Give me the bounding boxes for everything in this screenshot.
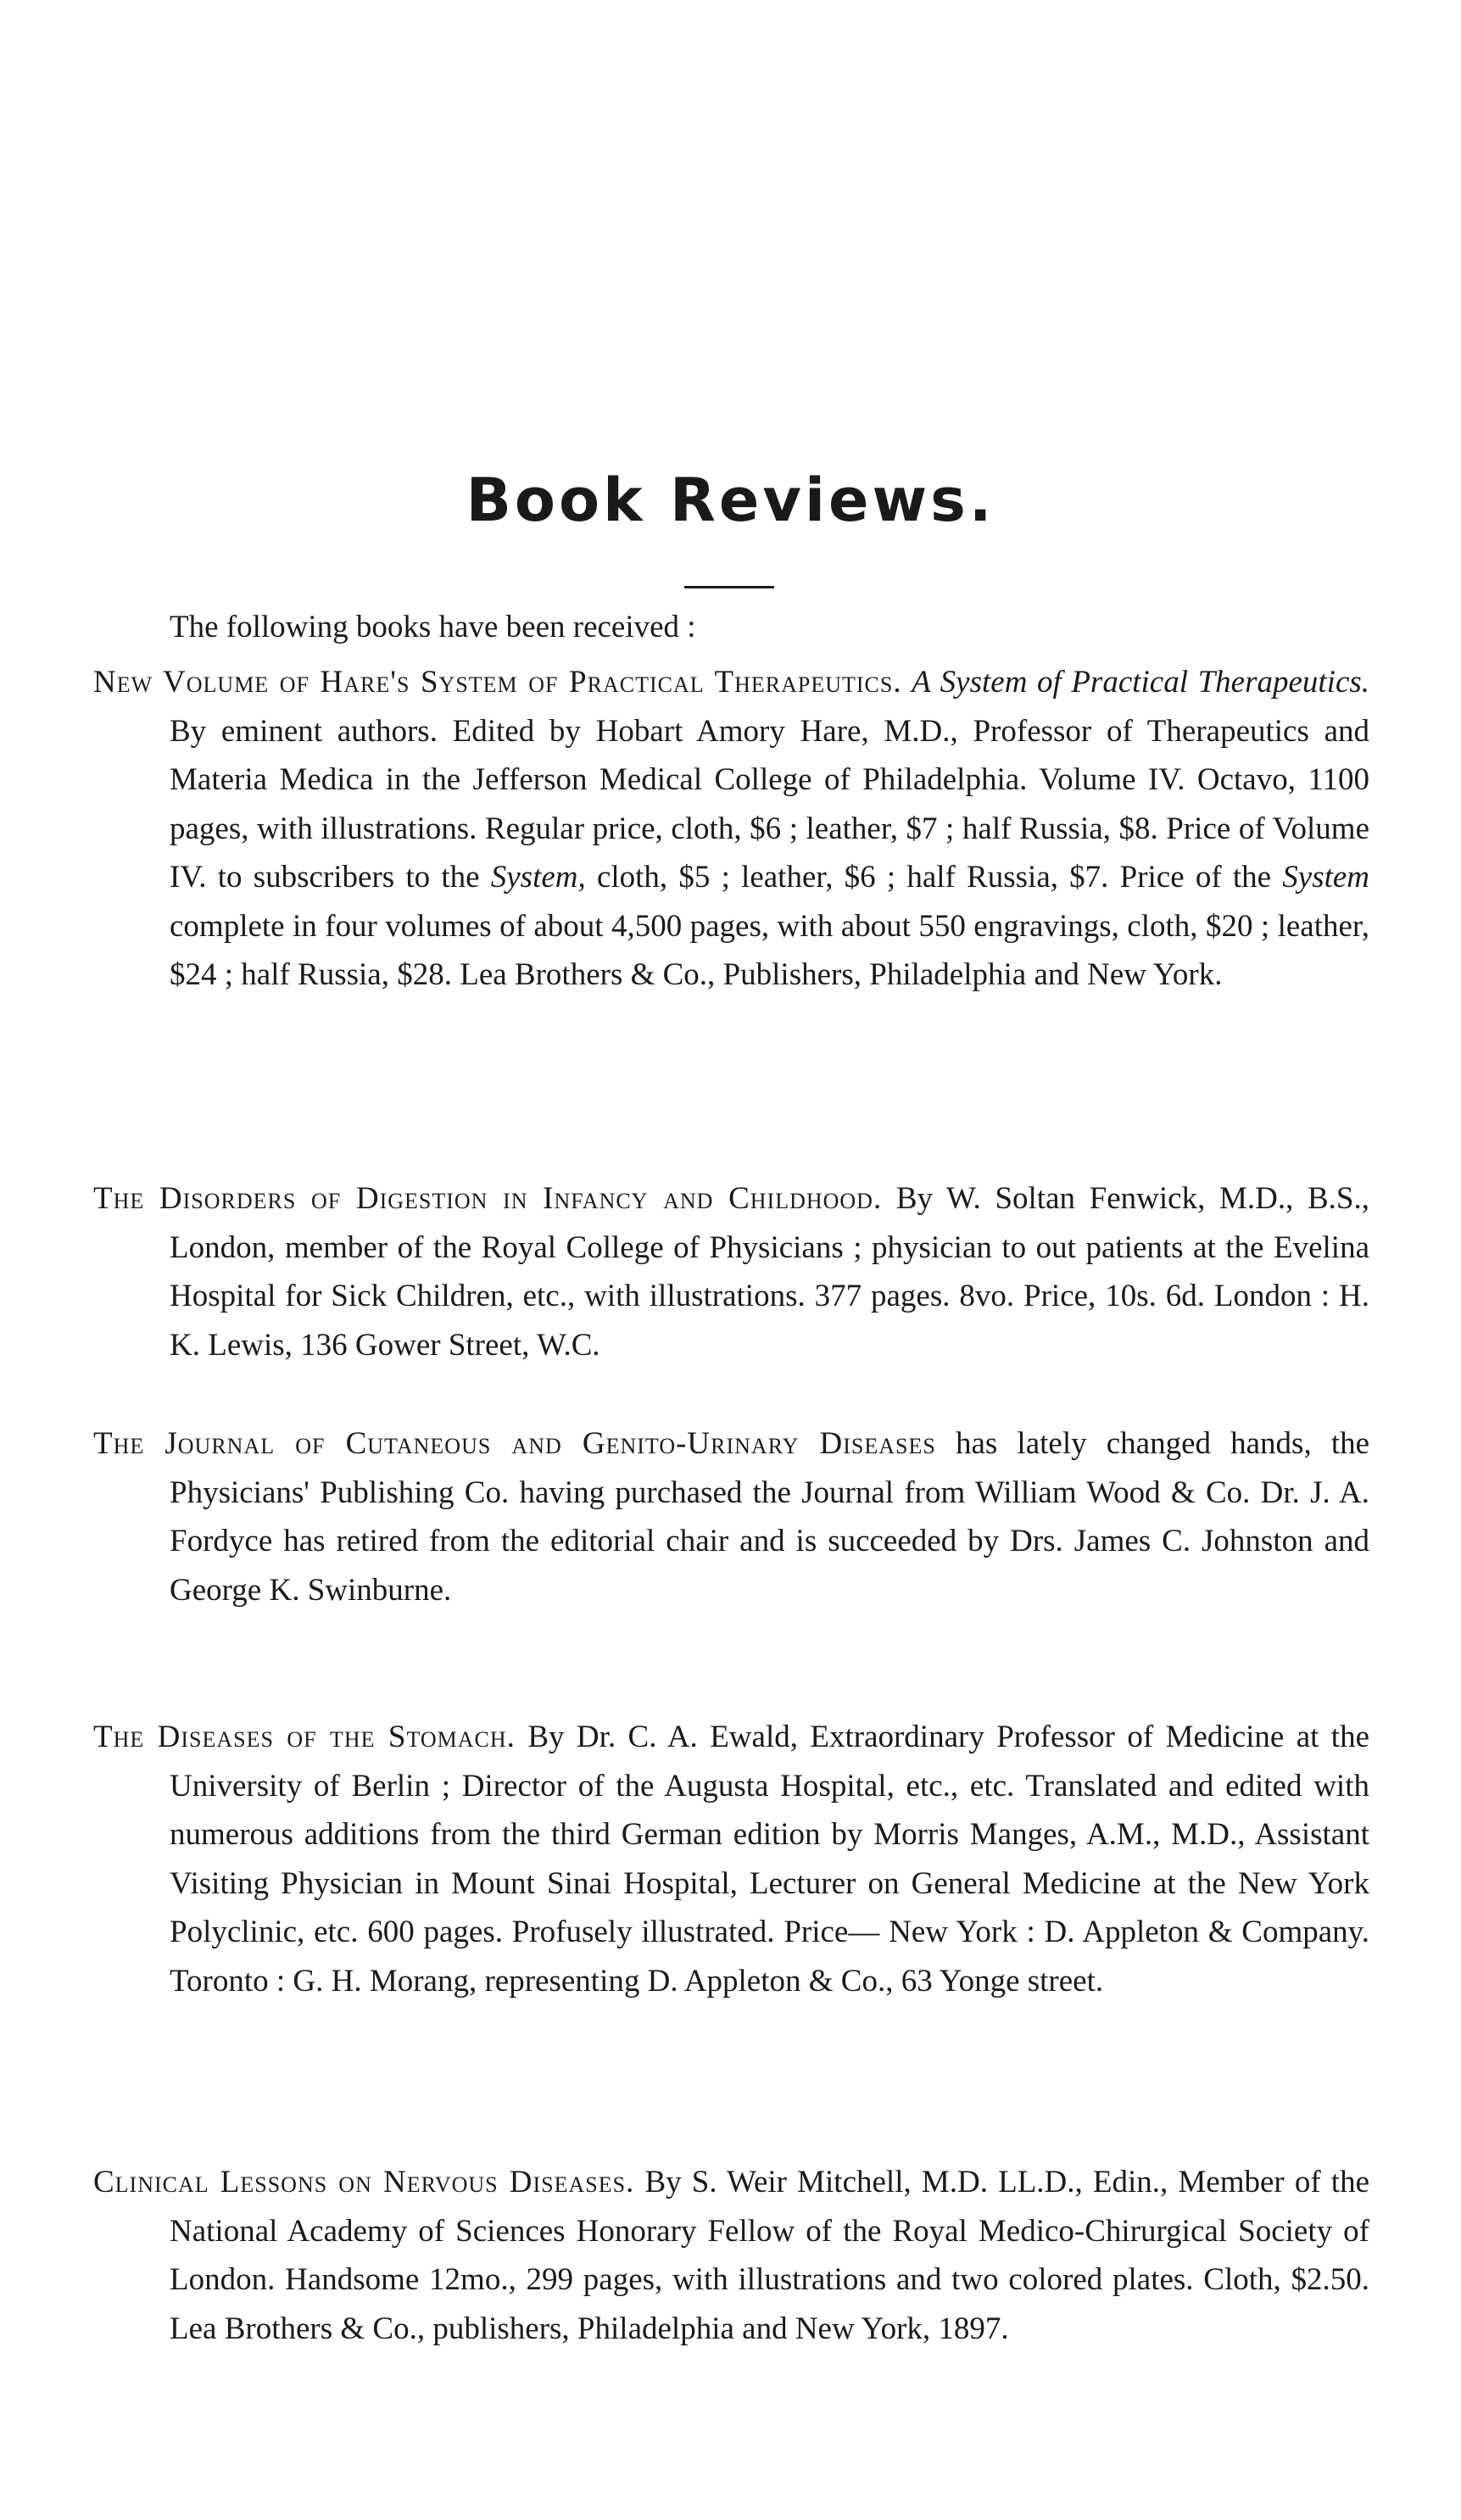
review-entry xyxy=(93,1419,1369,1614)
entry-italic-title: A System of Practical Therapeutics. xyxy=(912,665,1370,700)
entry-text: By Dr. C. A. Ewald, Extraordinary Professor of Medicine at the University of Berlin ; Director of the Augusta Hospital, etc., etc. Translated and edited with numerous additions from the third German edition by Morris Manges, A.M., M.D., Assistant Visiting Physician in Mount Sinai Hospital, Lecturer on General Medicine at the New York Polyclinic, etc. 600 pages. Profusely illustrated. Price— New York : D. Appleton & Company. Toronto : G. H. Morang, representing D. Appleton & Co., 63 Yonge street. xyxy=(170,1720,1370,1999)
heading-rule xyxy=(684,586,774,588)
entry-title: New Volume of Hare's System of Practical Therapeutics. xyxy=(93,665,902,700)
entry-title: The Diseases of the Stomach. xyxy=(93,1720,516,1754)
entry-italic-ref: System, xyxy=(490,860,586,895)
review-entry xyxy=(93,658,1369,1000)
review-entry xyxy=(93,1713,1369,2005)
entry-italic-ref: System xyxy=(1282,860,1370,895)
entry-text: complete in four volumes of about 4,500 pages, with about 550 engravings, cloth, $20 ; leather, $24 ; half Russia, $28. Lea Brothers & Co., Publishers, Philadelphia and New York. xyxy=(170,908,1369,992)
entry-title: The Disorders of Digestion in Infancy and Childhood. xyxy=(93,1181,883,1216)
review-entry xyxy=(93,1174,1369,1369)
entry-title: The Journal of Cutaneous and Genito-Urinary Diseases xyxy=(93,1426,936,1461)
page-heading: Book Reviews. xyxy=(466,466,995,535)
entry-text: cloth, $5 ; leather, $6 ; half Russia, $7. Price of the xyxy=(596,860,1272,895)
entry-text: By S. Weir Mitchell, M.D. LL.D., Edin., Member of the National Academy of Sciences Honorary Fellow of the Royal Medico-Chirurgical Society of London. Handsome 12mo., 299 pages, with illustrations and two colored plates. Cloth, $2.50. Lea Brothers & Co., publishers, Philadelphia and New York, 1897. xyxy=(170,2165,1369,2346)
entry-text: has lately changed hands, the Physicians' Publishing Co. having purchased the Journal from William Wood & Co. Dr. J. A. Fordyce has retired from the editorial chair and is succeeded by Drs. James C. Johnston and George K. Swinburne. xyxy=(170,1426,1370,1608)
intro-text: The following books have been received : xyxy=(170,610,696,644)
entry-text: By eminent authors. Edited by Hobart Amory Hare, M.D., Professor of Therapeutics and Materia Medica in the Jefferson Medical College of Philadelphia. Volume IV. Octavo, 1100 pages, with illustrations. Regular price, cloth, $6 ; leather, $7 ; half Russia, $8. Price of Volume IV. to subscribers to the xyxy=(170,713,1369,895)
review-entry xyxy=(93,2158,1369,2353)
entry-title: Clinical Lessons on Nervous Diseases. xyxy=(93,2165,635,2199)
entry-text: By W. Soltan Fenwick, M.D., B.S., London, member of the Royal College of Physicians ; physician to out patients at the Evelina Hospital for Sick Children, etc., with illustrations. 377 pages. 8vo. Price, 10s. 6d. London : H. K. Lewis, 136 Gower Street, W.C. xyxy=(170,1181,1369,1363)
